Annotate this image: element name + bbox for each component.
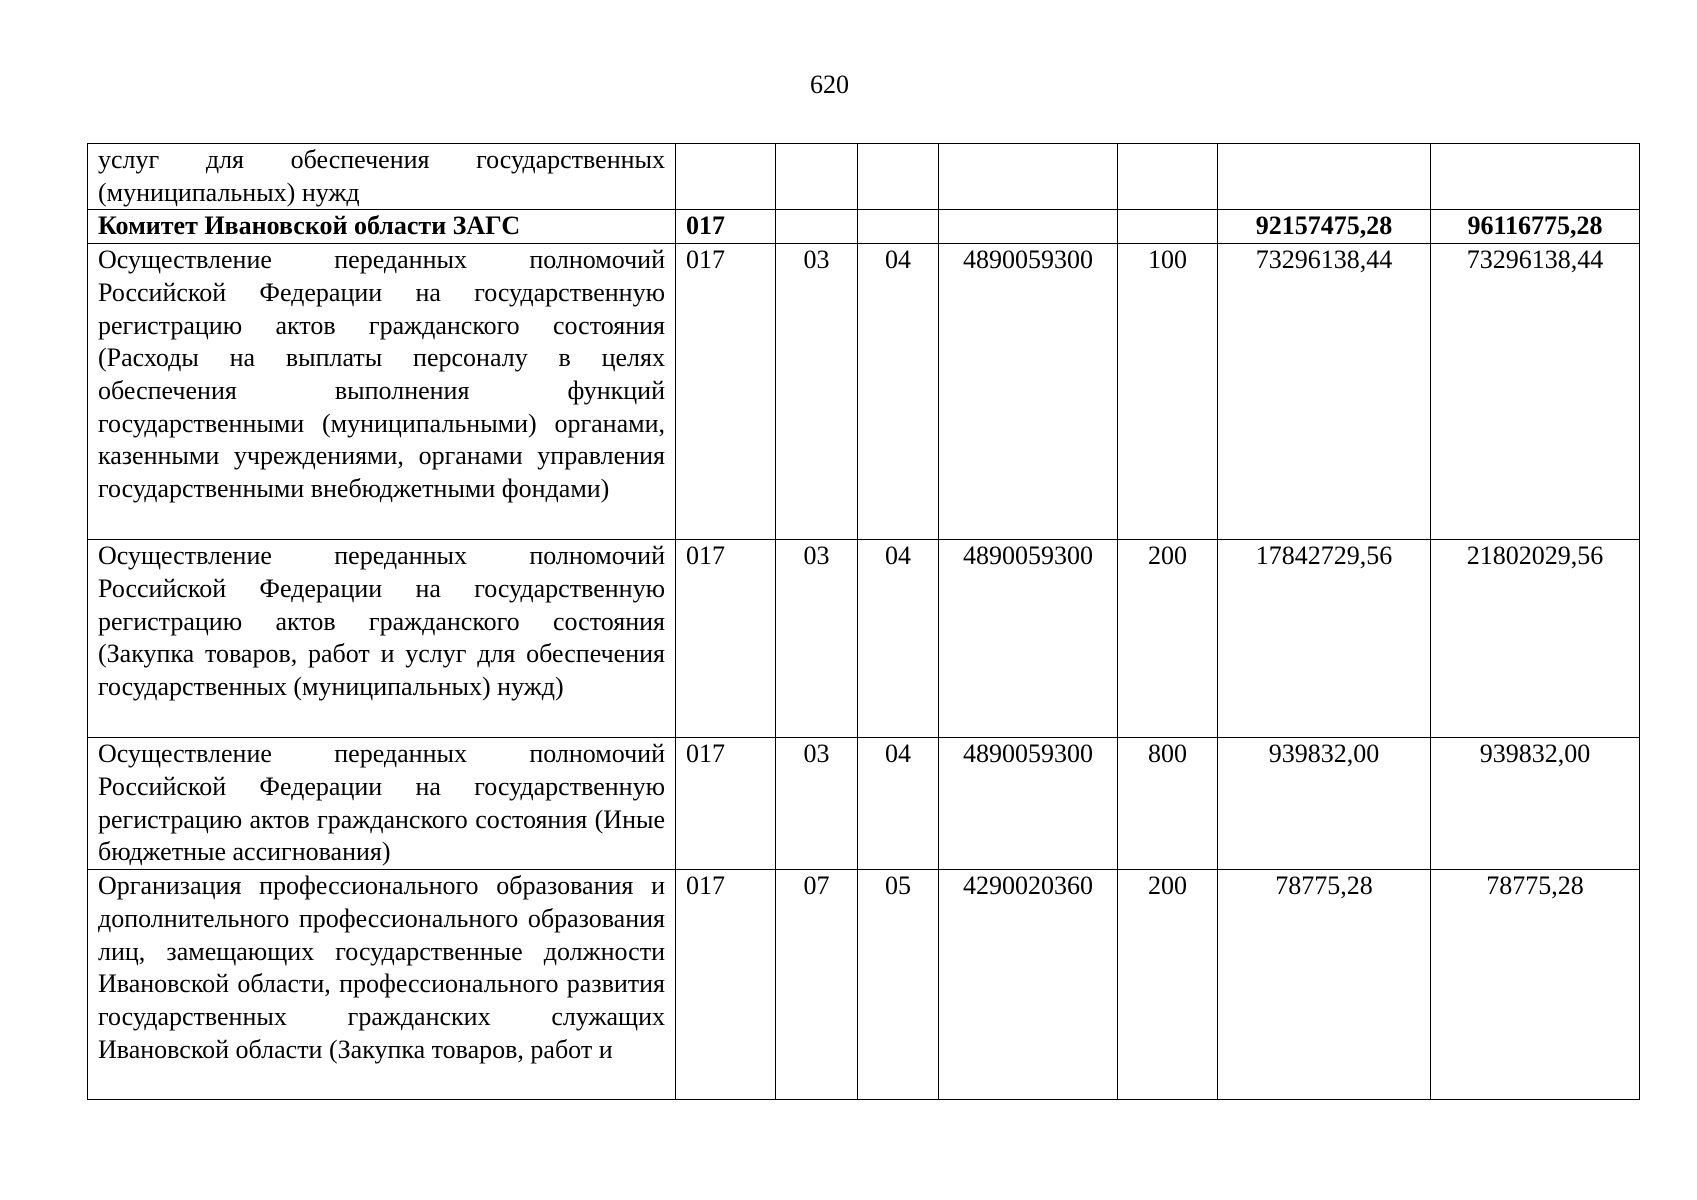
row-pr [858,144,939,210]
row-pr: 04 [858,540,939,738]
row-ved: 017 [676,870,776,1100]
row-pr [858,210,939,244]
row-rz: 03 [776,540,858,738]
row-rz [776,210,858,244]
row-sum-1 [1218,144,1431,210]
row-sum-2: 939832,00 [1431,738,1640,870]
row-rz: 03 [776,244,858,540]
row-vr: 200 [1118,540,1218,738]
row-ved: 017 [676,210,776,244]
row-sum-2: 73296138,44 [1431,244,1640,540]
row-description: Осуществление переданных полномочий Российской Федерации на государственную регистрацию актов гражданского состояния (Расходы на выплаты персоналу в целях обеспечения выполнения функций государственными (муниципальными) органами, казенными учреждениями, органами управления государственными внебюджетными фондами) [88,244,676,540]
row-csr: 4890059300 [939,738,1118,870]
row-sum-2: 96116775,28 [1431,210,1640,244]
table-row [88,870,1640,1100]
row-ved: 017 [676,738,776,870]
row-csr [939,210,1118,244]
row-description: Осуществление переданных полномочий Российской Федерации на государственную регистрацию актов гражданского состояния (Закупка товаров, работ и услуг для обеспечения государственных (муниципальных) нужд) [88,540,676,738]
row-rz [776,144,858,210]
row-sum-1: 73296138,44 [1218,244,1431,540]
row-description: Осуществление переданных полномочий Российской Федерации на государственную регистрацию актов гражданского состояния (Иные бюджетные ассигнования) [88,738,676,870]
row-vr: 100 [1118,244,1218,540]
row-vr [1118,210,1218,244]
row-ved: 017 [676,244,776,540]
row-sum-1: 939832,00 [1218,738,1431,870]
row-pr: 05 [858,870,939,1100]
row-sum-1: 17842729,56 [1218,540,1431,738]
table-row [88,738,1640,870]
row-csr: 4890059300 [939,540,1118,738]
table-row [88,540,1640,738]
row-sum-2: 78775,28 [1431,870,1640,1100]
row-csr: 4290020360 [939,870,1118,1100]
row-vr: 200 [1118,870,1218,1100]
row-vr: 800 [1118,738,1218,870]
row-sum-1: 78775,28 [1218,870,1431,1100]
row-description: услуг для обеспечения государственных (муниципальных) нужд [88,144,676,210]
page-number: 620 [810,70,849,99]
table-row [88,244,1640,540]
row-pr: 04 [858,738,939,870]
row-description: Комитет Ивановской области ЗАГС [88,210,676,244]
row-vr [1118,144,1218,210]
budget-table [87,143,1640,1100]
row-rz: 03 [776,738,858,870]
row-ved [676,144,776,210]
row-rz: 07 [776,870,858,1100]
row-sum-1: 92157475,28 [1218,210,1431,244]
row-csr [939,144,1118,210]
row-sum-2 [1431,144,1640,210]
row-sum-2: 21802029,56 [1431,540,1640,738]
table-row [88,210,1640,244]
table-row [88,144,1640,210]
row-pr: 04 [858,244,939,540]
row-ved: 017 [676,540,776,738]
row-description: Организация профессионального образования и дополнительного профессионального образования лиц, замещающих государственные должности Ивановской области, профессионального развития государственных гражданских служащих Ивановской области (Закупка товаров, работ и [88,870,676,1100]
row-csr: 4890059300 [939,244,1118,540]
